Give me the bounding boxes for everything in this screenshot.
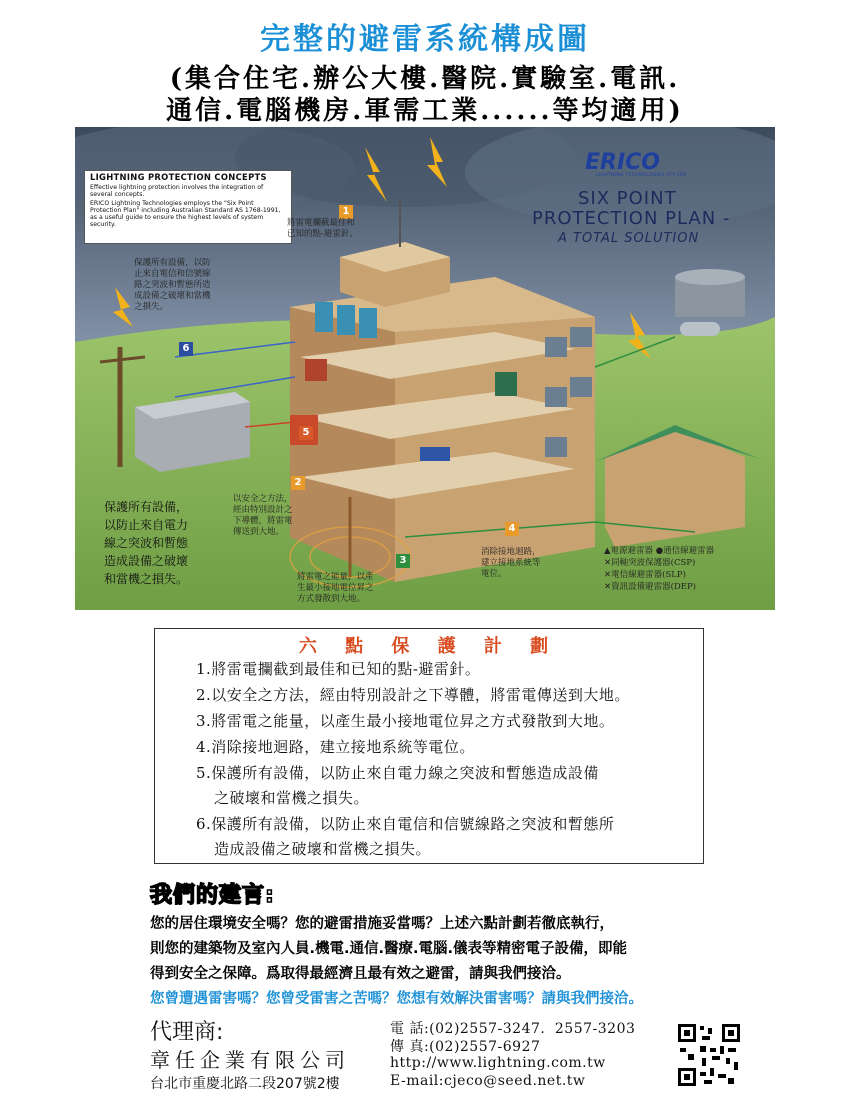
fax-number: 傳 真:(02)2557-6927 bbox=[390, 1039, 541, 1055]
marker-4: 4 bbox=[505, 522, 519, 536]
plan-item-1: 1.將雷電攔截到最佳和已知的點-避雷針。 bbox=[196, 660, 481, 678]
subtitle-line-1: (集合住宅.辦公大樓.醫院.實驗室.電訊. bbox=[169, 64, 681, 94]
website-link[interactable]: http://www.lightning.com.tw bbox=[390, 1055, 606, 1071]
phone-number: 電 話:(02)2557-3247．2557-3203 bbox=[390, 1021, 636, 1037]
company-address: 台北市重慶北路二段207號2樓 bbox=[150, 1076, 340, 1092]
advice-line-3: 得到安全之保障。爲取得最經濟且最有效之避雷，請與我們接洽。 bbox=[150, 966, 571, 982]
six-point-heading: SIX POINT bbox=[578, 188, 677, 209]
marker-3: 3 bbox=[396, 554, 410, 568]
concepts-text-2: ERICO Lightning Technologies employs the "Six Point Protection Plan" including Australian Standard AS 1768-1991, as a useful guide to ensure the highest levels of system security. bbox=[90, 200, 281, 228]
erico-logo-subtitle: LIGHTNING TECHNOLOGIES PTY LTD bbox=[596, 173, 687, 178]
plan-item-5-continued: 之破壞和當機之損失。 bbox=[214, 789, 370, 807]
advice-line-4: 您曾遭遇雷害嗎？您曾受雷害之苦嗎？您想有效解決雷害嗎？請與我們接洽。 bbox=[150, 991, 643, 1007]
erico-logo: ERICO bbox=[585, 150, 661, 175]
company-name: 章任企業有限公司 bbox=[150, 1048, 350, 1072]
advice-line-1: 您的居住環境安全嗎？您的避雷措施妥當嗎？上述六點計劃若徹底執行， bbox=[150, 916, 614, 932]
subtitle-line-2: 通信.電腦機房.軍需工業......等均適用) bbox=[166, 96, 684, 126]
plan-item-4: 4.消除接地迴路，建立接地系統等電位。 bbox=[196, 738, 475, 756]
total-solution-heading: A TOTAL SOLUTION bbox=[558, 231, 700, 246]
plan-item-6-continued: 造成設備之破壞和當機之損失。 bbox=[214, 840, 432, 858]
six-point-plan-title: 六 點 保 護 計 劃 bbox=[298, 636, 560, 657]
surge-protector-legend: ▲電源避雷器 ●通信線避雷器 ✕同軸突波保護器(CSP) ✕電信線避雷器(SLP) ✕資訊設備避雷器(DEP) bbox=[604, 546, 715, 592]
advice-title: 我們的建言: bbox=[150, 883, 275, 908]
advice-line-2: 則您的建築物及室內人員.機電.通信.醫療.電腦.儀表等精密電子設備，即能 bbox=[150, 941, 628, 957]
plan-item-6: 6.保護所有設備，以防止來自電信和信號線路之突波和暫態所 bbox=[196, 815, 615, 833]
annotation-point-6: 保護所有設備，以防 止來自電信和信號線 路之突波和暫態所造 成設備之破壞和當機 之損失。 bbox=[134, 258, 211, 312]
concepts-text-1: Effective lightning protection involves the integration of several concepts. bbox=[90, 184, 264, 198]
marker-5: 5 bbox=[299, 426, 313, 440]
lightning-concepts-box bbox=[84, 170, 292, 244]
annotation-point-2: 以安全之方法， 經由特別設計之 下導體，將雷電 傳送到大地。 bbox=[233, 494, 293, 537]
agent-label: 代理商: bbox=[150, 1020, 224, 1045]
concepts-title: LIGHTNING PROTECTION CONCEPTS bbox=[90, 172, 267, 182]
annotation-point-1: 將雷電攔截最佳和 已知的點-避雷針。 bbox=[287, 218, 358, 239]
page-title: 完整的避雷系統構成圖 bbox=[260, 22, 590, 57]
plan-item-2: 2.以安全之方法，經由特別設計之下導體，將雷電傳送到大地。 bbox=[196, 686, 630, 704]
marker-6: 6 bbox=[179, 342, 193, 356]
qr-code[interactable] bbox=[676, 1022, 742, 1088]
annotation-point-3: 將雷電之能量，以產 生最小接地電位昇之 方式發散到大地。 bbox=[297, 572, 374, 604]
marker-2: 2 bbox=[291, 476, 305, 490]
plan-item-5: 5.保護所有設備，以防止來自電力線之突波和暫態造成設備 bbox=[196, 764, 599, 782]
protection-plan-heading: PROTECTION PLAN - bbox=[532, 208, 731, 229]
annotation-point-4: 消除接地迴路， 建立接地系統等 電位。 bbox=[481, 547, 541, 579]
marker-1: 1 bbox=[339, 205, 353, 219]
annotation-point-5: 保護所有設備， 以防止來自電力 線之突波和暫態 造成設備之破壞 和當機之損失。 bbox=[104, 500, 189, 586]
email-link[interactable]: E-mail:cjeco@seed.net.tw bbox=[390, 1073, 586, 1089]
plan-item-3: 3.將雷電之能量，以產生最小接地電位昇之方式發散到大地。 bbox=[196, 712, 615, 730]
